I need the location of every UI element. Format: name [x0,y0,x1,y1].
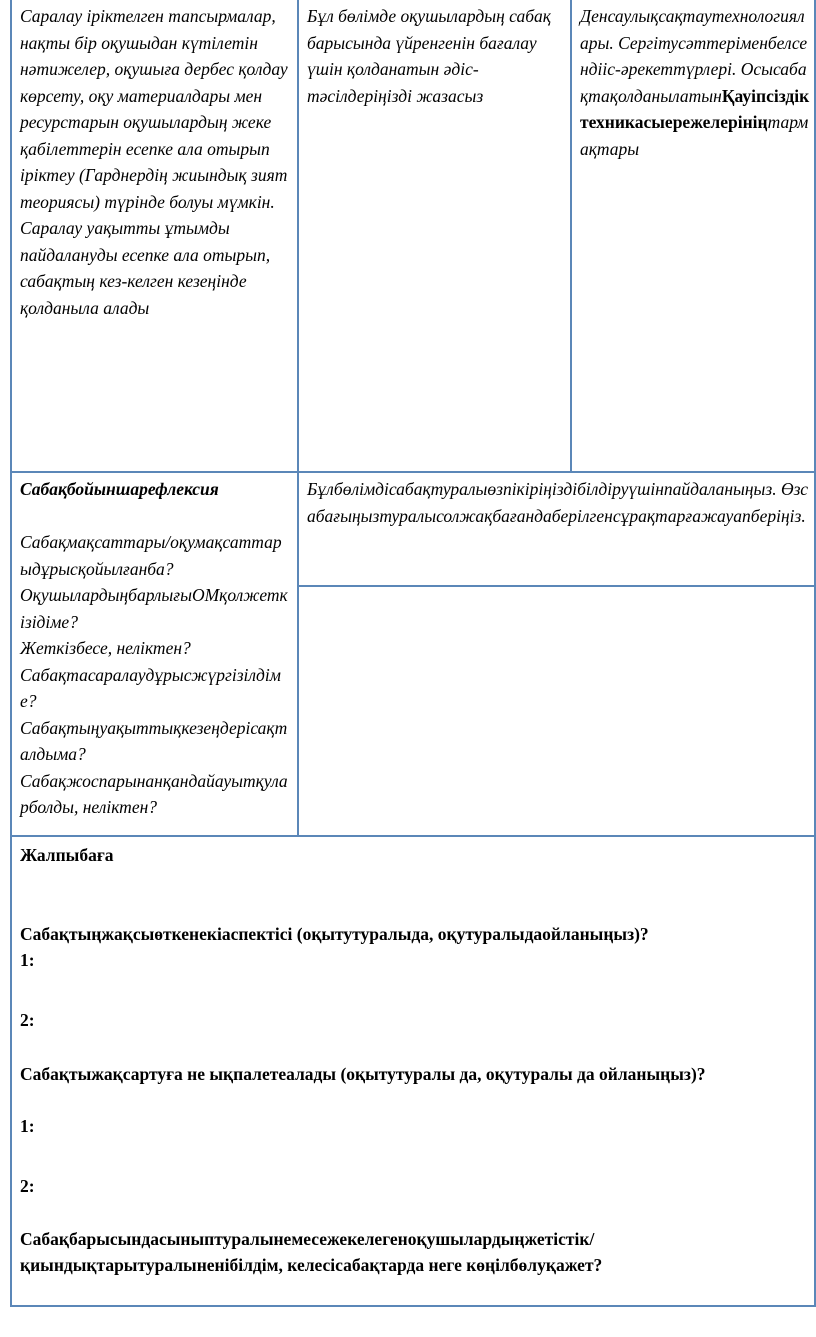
reflection-question-1: Сабақмақсаттары/оқумақсаттарыдұрысқойылғанба? [20,532,282,579]
reflection-question-6: Сабақжоспарынанқандайауытқуларболды, неліктен? [20,770,288,817]
health-safety-cell [580,3,812,162]
reflection-spacer [20,503,290,530]
column-divider-2 [570,0,572,472]
reflection-cell [20,476,290,821]
general-q2-answer-2: 2: [20,1176,35,1196]
assessment-cell [307,3,565,109]
row2-right-divider-rule [298,585,816,587]
table-border-bottom [10,1305,816,1307]
row2-bottom-rule [10,835,816,837]
general-question-2: Сабақтыжақсартуға не ықпалетеалады (оқытутуралы да, оқутуралы да ойланыңыз)? [20,1064,706,1084]
health-safety-text [580,3,812,162]
general-question-1: Сабақтыңжақсыөткенекіаспектісі (оқытутуралыда, оқутуралыдаойланыңыз)? [20,924,649,944]
reflection-question-4: Сабақтасаралаудұрысжүргізілдіме? [20,664,281,711]
health-safety-text-c: тармақтары [580,112,809,159]
health-safety-text-a: Денсаулықсақтаутехнологиялары. Сергітусәттеріменбелсендііс-әрекеттүрлері. Осысабақтақолданылатын [580,6,808,106]
general-assessment-title: Жалпыбаға [20,845,114,865]
differentiation-text-2: Саралау уақытты ұтымды пайдалануды есепке ала отырып, сабақтың кез-келген кезеңінде қолданыла алады [20,218,271,318]
general-q1-answer-2: 2: [20,1010,35,1030]
reflection-instructions-text: Бұлбөлімдісабақтуралыөзпікіріңіздібілдіруүшінпайдаланыңыз. Өзсабағыңызтуралысолжақбағандаберілгенсұрақтарғажауапберіңіз. [307,479,808,526]
reflection-heading: Сабақбойыншарефлексия [20,479,219,499]
general-q2-answer-1: 1: [20,1116,35,1136]
reflection-question-5: Сабақтыңуақыттықкезеңдерісақталдыма? [20,717,288,764]
row1-bottom-rule [10,471,816,473]
differentiation-text-1: Саралау іріктелген тапсырмалар, нақты бір оқушыдан күтілетін нәтижелер, оқушыға дербес қолдау көрсету, оқу материалдары мен ресурстарын оқушылардың жеке қабілеттерін есепке ала отырып іріктеу (Гарднердің жиындық зият теориясы) түрінде болуы мүмкін. [20,6,288,212]
reflection-question-3: Жеткізбесе, неліктен? [20,638,191,658]
assessment-text: Бұл бөлімде оқушылардың сабақ барысында үйренгенін бағалау үшін қолданатын әдіс-тәсілдеріңізді жазасыз [307,6,551,106]
differentiation-cell [20,3,288,321]
health-safety-text-b: Қауіпсіздіктехникасыережелерінің [580,85,810,132]
general-question-3: Сабақбарысындасыныптуралынемесежекелегеноқушылардыңжетістік/қиындықтарытуралыненібілдім, келесісабақтарда неге көңілбөлуқажет? [20,1229,603,1275]
reflection-instructions-cell [307,476,809,529]
column-divider-1 [297,0,299,836]
reflection-question-2: ОқушылардыңбарлығыОМқолжеткізідіме? [20,585,288,632]
table-border-left [10,0,12,1307]
general-q1-answer-1: 1: [20,950,35,970]
